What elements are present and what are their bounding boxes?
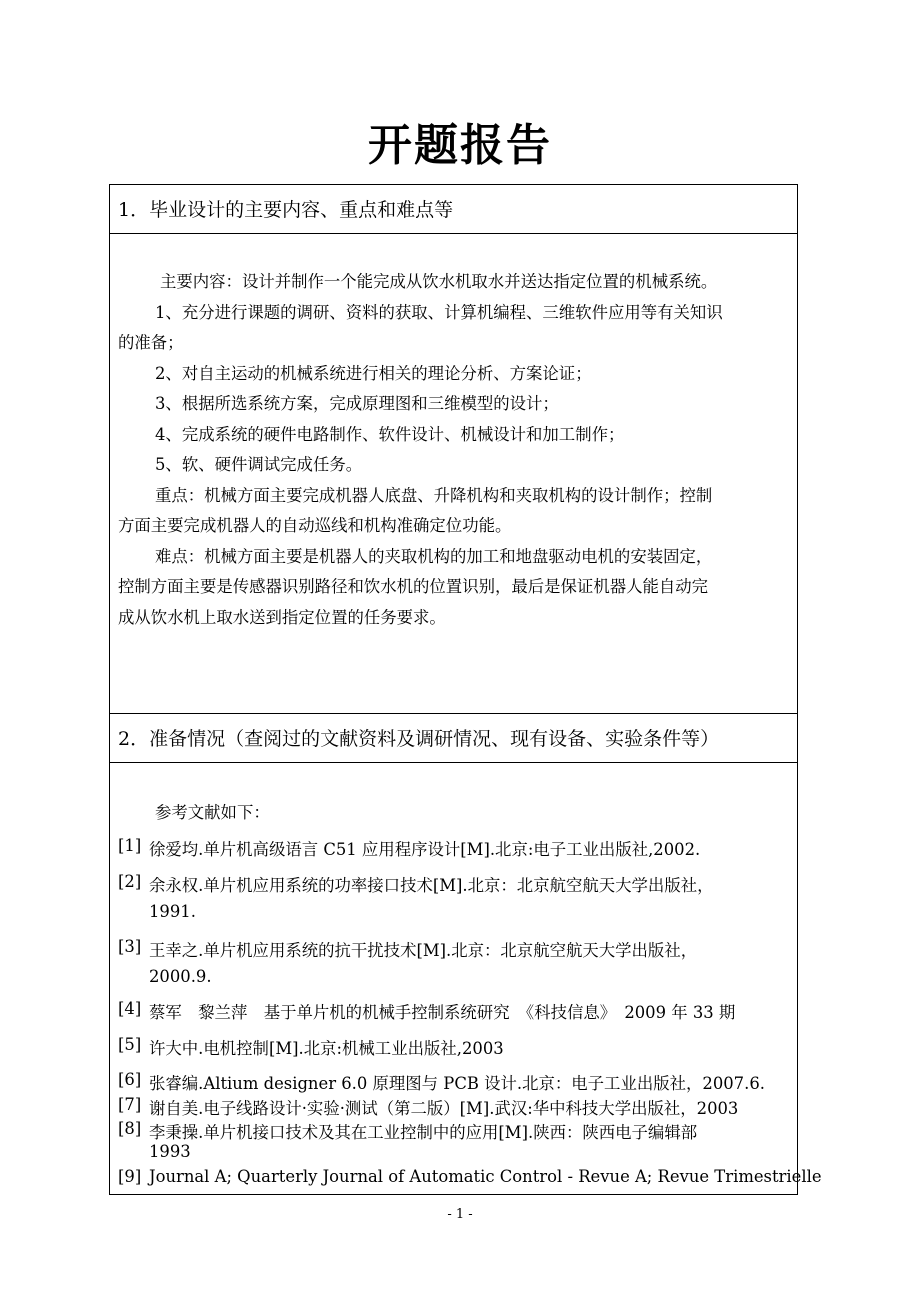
content-line: 难点：机械方面主要是机器人的夹取机构的加工和地盘驱动电机的安装固定， — [155, 546, 713, 566]
table-divider — [109, 233, 798, 234]
content-line: 重点：机械方面主要完成机器人底盘、升降机构和夹取机构的设计制作；控制 — [155, 485, 713, 505]
reference-number: [1] — [118, 836, 142, 855]
content-line: 成从饮水机上取水送到指定位置的任务要求。 — [118, 607, 446, 627]
reference-number: [8] — [118, 1119, 142, 1138]
content-line: 方面主要完成机器人的自动巡线和机构准确定位功能。 — [118, 516, 512, 535]
content-line: 的准备； — [118, 333, 184, 352]
reference-text: 余永权.单片机应用系统的功率接口技术[M].北京：北京航空航天大学出版社， — [149, 876, 714, 895]
section-1-content — [118, 267, 793, 633]
reference-number: [5] — [118, 1035, 142, 1054]
intro-line: 参考文献如下： — [155, 803, 270, 822]
content-line: 控制方面主要是传感器识别路径和饮水机的位置识别，最后是保证机器人能自动完 — [118, 577, 709, 596]
table-divider — [109, 762, 798, 763]
reference-text: 谢自美.电子线路设计·实验·测试（第二版）[M].武汉:华中科技大学出版社，2003 — [149, 1099, 739, 1118]
reference-text-continued: 1991. — [149, 902, 196, 921]
page-number: - 1 - — [447, 1207, 473, 1222]
section-1-heading: 1．毕业设计的主要内容、重点和难点等 — [118, 199, 454, 221]
content-line: 4、完成系统的硬件电路制作、软件设计、机械设计和加工制作； — [155, 424, 625, 444]
reference-text-continued: 1993 — [149, 1142, 191, 1161]
document-title: 开题报告 — [368, 120, 552, 171]
content-line: 5、软、硬件调试完成任务。 — [155, 455, 363, 474]
content-line: 3、根据所选系统方案，完成原理图和三维模型的设计； — [155, 394, 559, 413]
content-line: 主要内容：设计并制作一个能完成从饮水机取水并送达指定位置的机械系统。 — [160, 272, 718, 291]
reference-text-justified: Journal A; Quarterly Journal of Automatic Control - Revue A; Revue Trimestrielle — [149, 1167, 822, 1186]
reference-text: 蔡军 黎兰萍 基于单片机的机械手控制系统研究 《科技信息》 2009 年 33 期 — [149, 1003, 736, 1022]
content-line: 2、对自主运动的机械系统进行相关的理论分析、方案论证； — [155, 363, 592, 383]
reference-text-continued: 2000.9. — [149, 967, 212, 986]
reference-number: [4] — [118, 999, 142, 1018]
reference-number: [6] — [118, 1070, 142, 1089]
reference-text: 张睿编.Altium designer 6.0 原理图与 PCB 设计.北京：电子工业出版社，2007.6. — [149, 1074, 765, 1093]
reference-text: 许大中.电机控制[M].北京:机械工业出版社,2003 — [149, 1039, 504, 1058]
section-2-heading: 2．准备情况（查阅过的文献资料及调研情况、现有设备、实验条件等） — [118, 728, 720, 750]
table-divider — [109, 713, 798, 714]
reference-text — [149, 1167, 822, 1186]
reference-number: [2] — [118, 872, 142, 891]
references-intro — [118, 798, 793, 829]
reference-number: [7] — [118, 1095, 142, 1114]
reference-number: [3] — [118, 937, 142, 956]
content-line: 1、充分进行课题的调研、资料的获取、计算机编程、三维软件应用等有关知识 — [155, 302, 723, 322]
reference-text: 徐爱均.单片机高级语言 C51 应用程序设计[M].北京:电子工业出版社,2002. — [149, 840, 701, 859]
reference-text: 李秉操.单片机接口技术及其在工业控制中的应用[M].陕西：陕西电子编辑部 — [149, 1123, 698, 1142]
reference-number: [9] — [118, 1167, 142, 1186]
reference-text: 王幸之.单片机应用系统的抗干扰技术[M].北京：北京航空航天大学出版社， — [149, 941, 698, 960]
